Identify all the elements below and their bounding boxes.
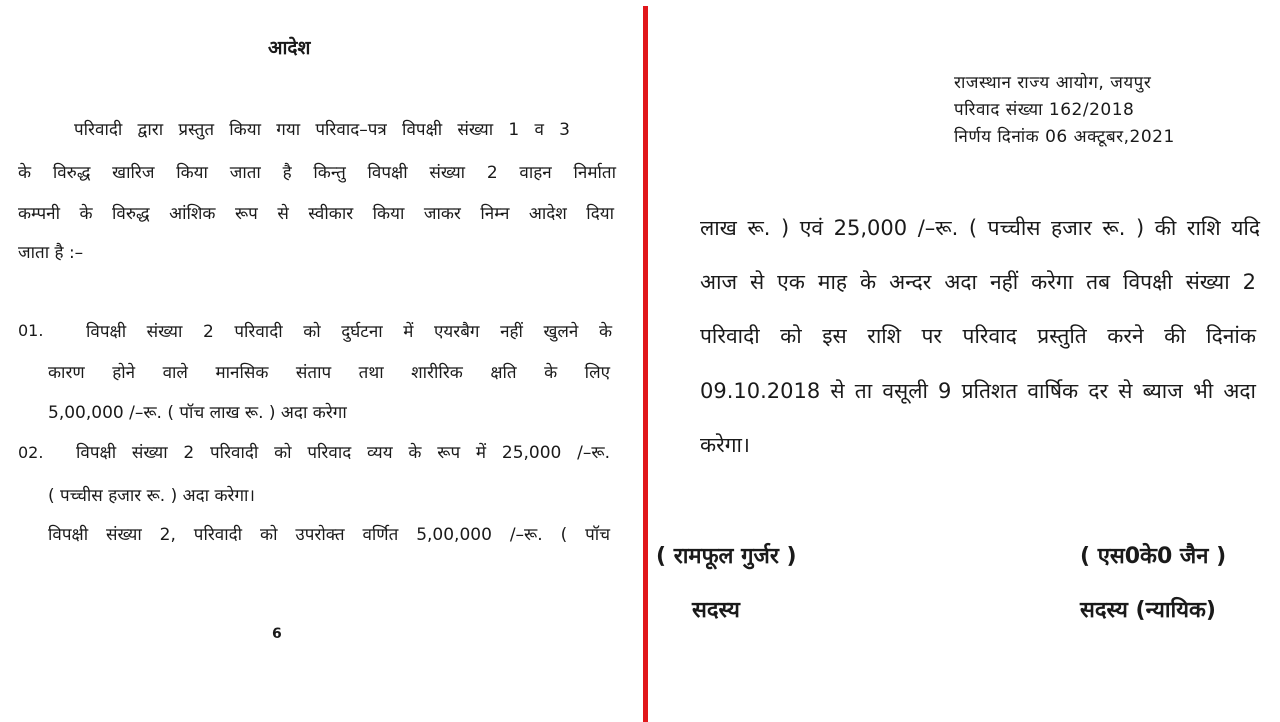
item-1-line-3: 5,00,000 /–रू. ( पॉच लाख रू. ) अदा करेगा [48,403,347,423]
item-1-line-1: विपक्षी संख्या 2 परिवादी को दुर्घटना में एयरबैग नहीं खुलने के [86,322,612,342]
intro-line-1: परिवादी द्वारा प्रस्तुत किया गया परिवाद–पत्र विपक्षी संख्या 1 व 3 [74,120,570,140]
signatory-1-designation: सदस्य [692,598,740,623]
body-line-2: आज से एक माह के अन्दर अदा नहीं करेगा तब विपक्षी संख्या 2 [700,270,1256,294]
intro-line-4: जाता है :– [18,243,84,263]
page-number: 6 [272,626,282,642]
item-2-line-2: ( पच्चीस हजार रू. ) अदा करेगा। [48,486,255,506]
intro-line-3: कम्पनी के विरुद्ध आंशिक रूप से स्वीकार किया जाकर निम्न आदेश दिया [18,204,614,224]
commission-name: राजस्थान राज्य आयोग, जयपुर [954,73,1152,93]
body-line-1: लाख रू. ) एवं 25,000 /–रू. ( पच्चीस हजार रू. ) की राशि यदि [700,216,1260,240]
right-document-page [650,0,1280,722]
decision-date: निर्णय दिनांक 06 अक्टूबर,2021 [954,127,1175,147]
complaint-number: परिवाद संख्या 162/2018 [954,100,1135,120]
item-2-line-1: विपक्षी संख्या 2 परिवादी को परिवाद व्यय के रूप में 25,000 /–रू. [76,443,610,463]
order-title: आदेश [268,37,311,59]
item-1-number: 01. [18,321,44,340]
signatory-1-name: ( रामफूल गुर्जर ) [656,544,797,569]
signatory-2-name: ( एस0के0 जैन ) [1080,544,1227,569]
item-1-line-2: कारण होने वाले मानसिक संताप तथा शारीरिक क्षति के लिए [48,363,610,383]
tail-line: विपक्षी संख्या 2, परिवादी को उपरोक्त वर्णित 5,00,000 /–रू. ( पॉच [48,525,610,545]
item-2-number: 02. [18,443,44,462]
body-line-5: करेगा। [700,433,750,457]
page-divider [643,6,648,722]
signatory-2-designation: सदस्य (न्यायिक) [1080,598,1216,623]
body-line-4: 09.10.2018 से ता वसूली 9 प्रतिशत वार्षिक दर से ब्याज भी अदा [700,379,1256,403]
intro-line-2: के विरुद्ध खारिज किया जाता है किन्तु विपक्षी संख्या 2 वाहन निर्माता [18,163,616,183]
body-line-3: परिवादी को इस राशि पर परिवाद प्रस्तुति करने की दिनांक [700,324,1256,348]
